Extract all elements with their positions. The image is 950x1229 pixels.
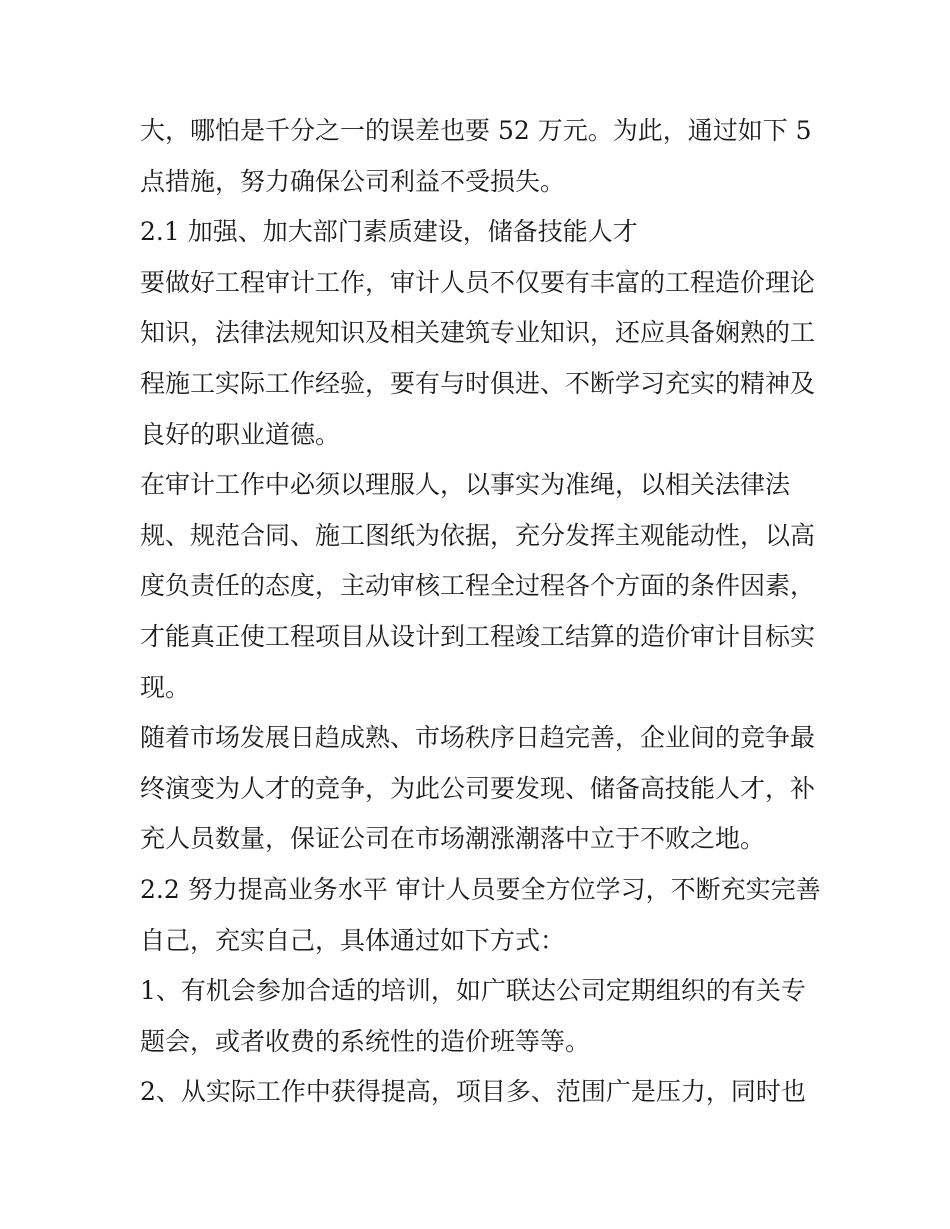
text-line: 终演变为人才的竞争，为此公司要发现、储备高技能人才，补	[140, 773, 816, 803]
text-line: 自己，充实自己，具体通过如下方式：	[140, 925, 566, 955]
text-line: 现。	[140, 672, 191, 702]
list-item: 1、有机会参加合适的培训，如广联达公司定期组织的有关专	[140, 976, 806, 1006]
section-heading: 2.1 加强、加大部门素质建设，储备技能人才	[140, 217, 638, 247]
text-line: 在审计工作中必须以理服人，以事实为准绳，以相关法律法	[140, 470, 791, 500]
text-line: 程施工实际工作经验，要有与时俱进、不断学习充实的精神及	[140, 368, 816, 398]
list-item: 2、从实际工作中获得提高，项目多、范围广是压力，同时也	[140, 1077, 806, 1107]
text-line: 知识，法律法规知识及相关建筑专业知识，还应具备娴熟的工	[140, 318, 816, 348]
text-line: 要做好工程审计工作，审计人员不仅要有丰富的工程造价理论	[140, 267, 816, 297]
text-line: 规、规范合同、施工图纸为依据，充分发挥主观能动性，以高	[140, 520, 816, 550]
text-line: 度负责任的态度，主动审核工程全过程各个方面的条件因素，	[140, 571, 816, 601]
text-line: 大，哪怕是千分之一的误差也要 52 万元。为此，通过如下 5	[140, 116, 812, 145]
body-text	[140, 106, 820, 1118]
text-line: 良好的职业道德。	[140, 419, 341, 449]
text-line: 才能真正使工程项目从设计到工程竣工结算的造价审计目标实	[140, 621, 816, 651]
text-line: 点措施，努力确保公司利益不受损失。	[140, 166, 566, 196]
text-line: 题会，或者收费的系统性的造价班等等。	[140, 1026, 591, 1056]
text-line: 充人员数量，保证公司在市场潮涨潮落中立于不败之地。	[140, 824, 766, 854]
section-heading: 2.2 努力提高业务水平 审计人员要全方位学习，不断充实完善	[140, 874, 821, 904]
text-line: 随着市场发展日趋成熟、市场秩序日趋完善，企业间的竞争最	[140, 723, 816, 753]
